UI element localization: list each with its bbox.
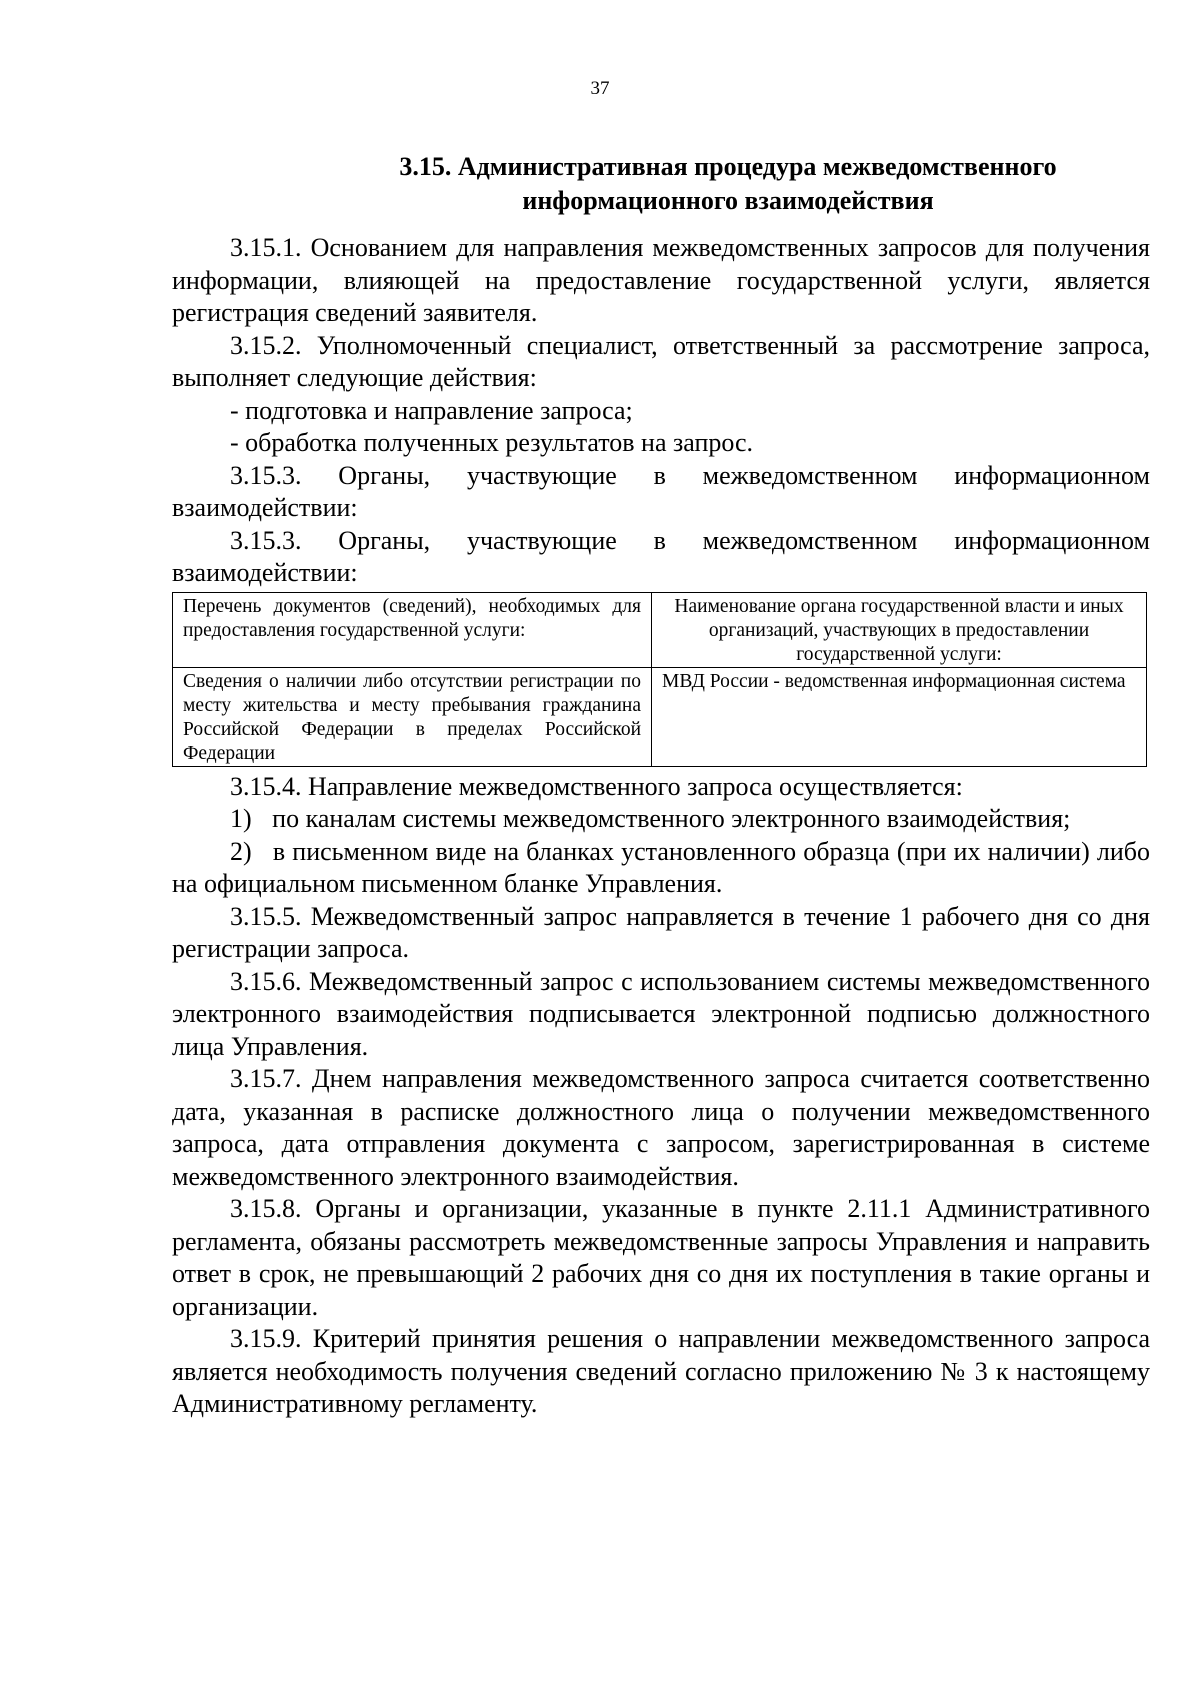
table-cell-agency: МВД России - ведомственная информационная система — [652, 667, 1147, 766]
list-number-1: 1) — [230, 804, 252, 833]
paragraph-3-15-6: 3.15.6. Межведомственный запрос с использованием системы межведомственного электронного взаимодействия подписывается электронной подписью должностного лица Управления. — [172, 966, 1150, 1061]
paragraph-3-15-5: 3.15.5. Межведомственный запрос направляется в течение 1 рабочего дня со дня регистрации запроса. — [172, 901, 1150, 963]
agencies-table — [172, 592, 1147, 767]
paragraph-3-15-3-b: 3.15.3. Органы, участвующие в межведомственном информационном взаимодействии: — [172, 525, 1150, 587]
list-text-2: в письменном виде на бланках установленного образца (при их наличии) либо на официальном письменном бланке Управления. — [172, 836, 1151, 898]
list-number-2: 2) — [230, 836, 252, 866]
paragraph-3-15-9: 3.15.9. Критерий принятия решения о направлении межведомственного запроса является необходимость получения сведений согласно приложению № 3 к настоящему Административному регламенту. — [172, 1324, 1150, 1418]
table-cell-documents: Сведения о наличии либо отсутствии регистрации по месту жительства и месту пребывания гражданина Российской Федерации в пределах Российской Федерации — [173, 667, 652, 766]
heading-line-2: информационного взаимодействия — [522, 186, 934, 215]
table-header-documents: Перечень документов (сведений), необходимых для предоставления государственной услуги: — [173, 592, 652, 667]
page-number: 37 — [590, 78, 610, 99]
paragraph-3-15-3-a: 3.15.3. Органы, участвующие в межведомственном информационном взаимодействии: — [172, 460, 1150, 522]
paragraph-3-15-1: 3.15.1. Основанием для направления межведомственных запросов для получения информации, влияющей на предоставление государственной услуги, является регистрация сведений заявителя. — [172, 233, 1150, 327]
list-item-2: - обработка полученных результатов на запрос. — [230, 428, 754, 457]
paragraph-3-15-4-item-2 — [172, 836, 1150, 901]
section-heading — [258, 150, 1198, 218]
table-header-agency: Наименование органа государственной власти и иных организаций, участвующих в предоставлении государственной услуги: — [652, 592, 1147, 667]
paragraph-3-15-4: 3.15.4. Направление межведомственного запроса осуществляется: — [230, 771, 963, 801]
list-text-1: по каналам системы межведомственного электронного взаимодействия; — [272, 804, 1071, 833]
paragraph-3-15-8: 3.15.8. Органы и организации, указанные в пункте 2.11.1 Административного регламента, обязаны рассмотреть межведомственные запросы Управления и направить ответ в срок, не превышающий 2 рабочих дня со дня их поступления в такие органы и организации. — [172, 1194, 1150, 1321]
list-item-1: - подготовка и направление запроса; — [230, 395, 633, 425]
paragraph-3-15-4-item-1 — [172, 803, 1150, 836]
table-header-row — [173, 592, 1147, 667]
document-body — [172, 232, 1150, 1421]
paragraph-3-15-2: 3.15.2. Уполномоченный специалист, ответственный за рассмотрение запроса, выполняет следующие действия: — [172, 330, 1150, 392]
table-row — [173, 667, 1147, 766]
heading-line-1: 3.15. Административная процедура межведомственного — [399, 152, 1057, 181]
paragraph-3-15-7: 3.15.7. Днем направления межведомственного запроса считается соответственно дата, указанная в расписке должностного лица о получении межведомственного запроса, дата отправления документа с запросом, зарегистрированная в системе межведомственного электронного взаимодействия. — [172, 1064, 1150, 1191]
